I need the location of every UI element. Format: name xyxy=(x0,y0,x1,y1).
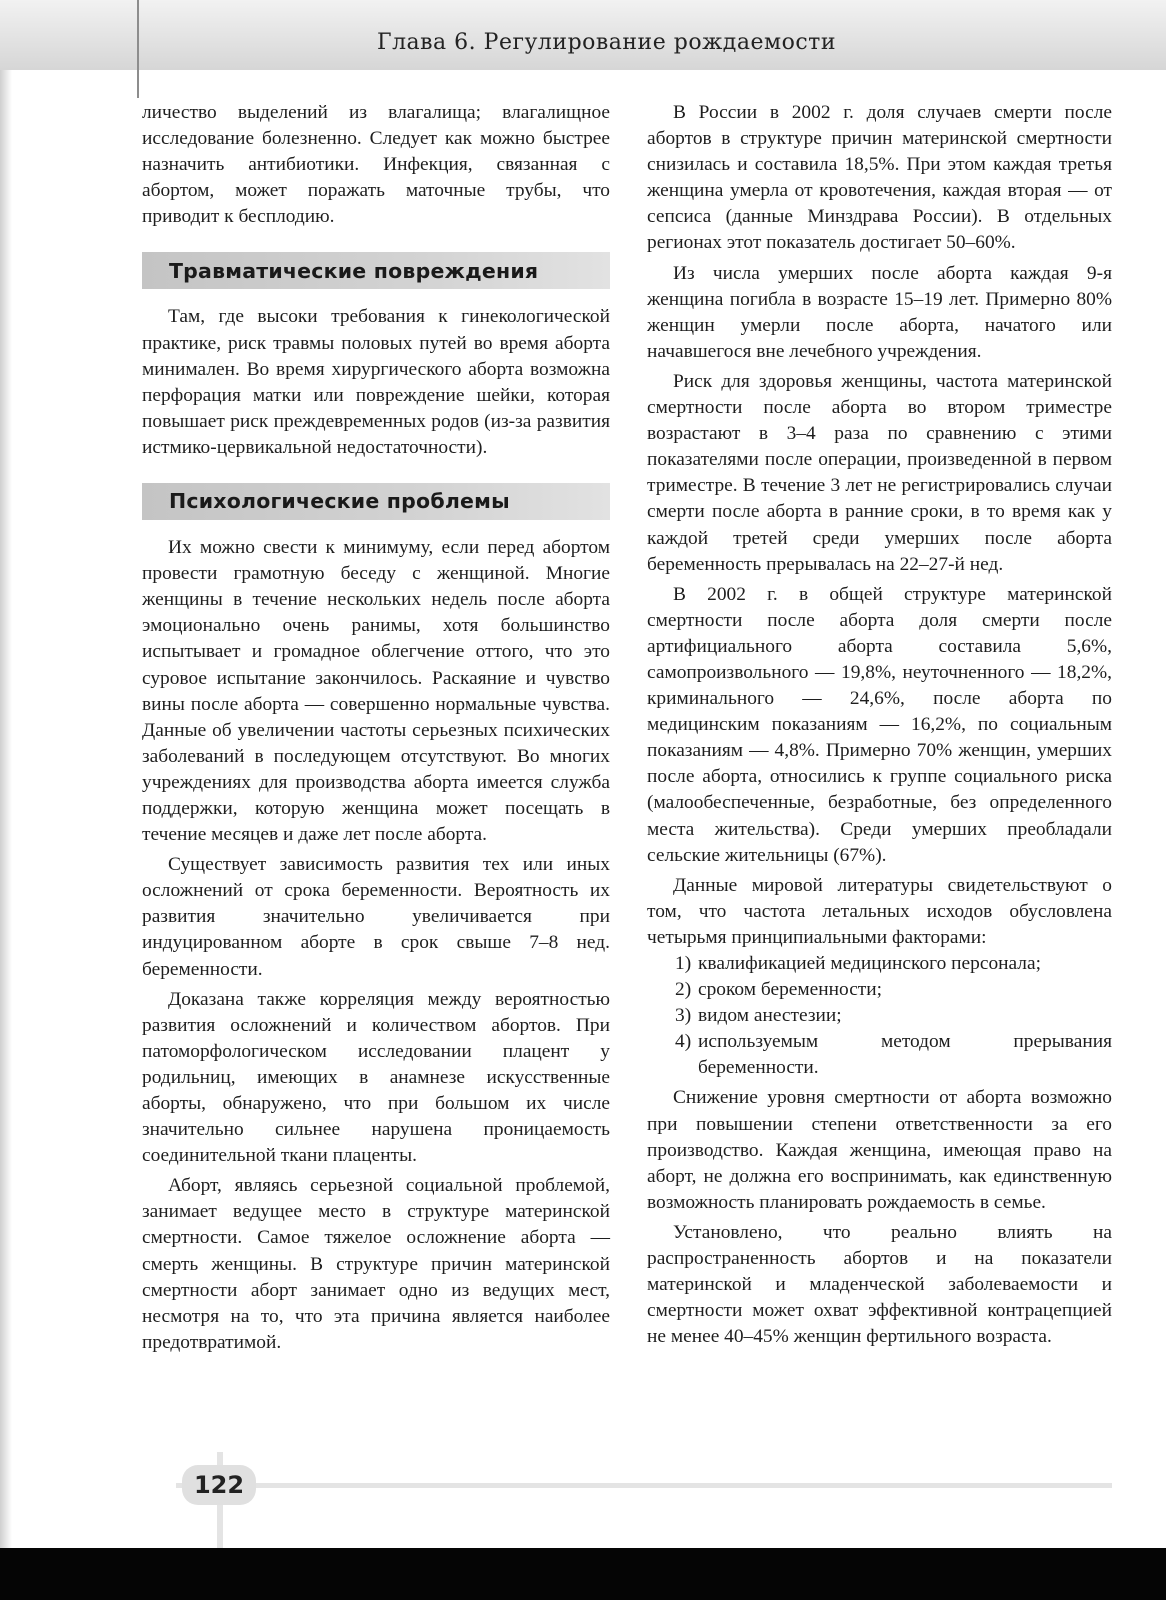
section-heading-bar xyxy=(142,252,610,289)
paragraph: Аборт, являясь серьезной социальной проблемой, занимает ведущее место в структуре материнской смертности. Самое тяжелое осложнение аборта — смерть женщины. В структуре причин материнской смертности аборт занимает одно из ведущих мест, несмотря на то, что эта причина является наиболее предотвратимой. xyxy=(142,1175,610,1353)
chapter-title: Глава 6. Регулирование рождаемости xyxy=(377,30,836,55)
list-number: 3) xyxy=(675,1005,692,1027)
left-column xyxy=(142,100,610,1356)
factor-list xyxy=(647,951,1112,1081)
list-item-text: сроком беременности; xyxy=(698,979,883,1001)
list-number: 1) xyxy=(675,953,692,974)
page-number: 122 xyxy=(182,1465,256,1505)
header-rule xyxy=(137,0,139,98)
paragraph: Их можно свести к минимуму, если перед абортом провести грамотную беседу с женщиной. Многие женщины в течение нескольких недель после аборта эмоционально очень ранимы, хотя большинство испытывает и громадное облегчение оттого, что это суровое испытание закончилось. Раскаяние и чувство вины после аборта — совершенно нормальные чувства. Данные об увеличении частоты серьезных психических заболеваний в последующем отсутствуют. Во многих учреждениях для производства аборта имеется служба поддержки, которую женщина может посещать в течение месяцев и даже лет после аборта. xyxy=(142,537,610,846)
list-number: 2) xyxy=(675,979,692,1001)
paragraph: личество выделений из влагалища; влагалищное исследование болезненно. Следует как можно быстрее назначить антибиотики. Инфекция, связанная с абортом, может поражать маточные трубы, что приводит к бесплодию. xyxy=(142,102,610,228)
paragraph: Существует зависимость развития тех или иных осложнений от срока беременности. Вероятность их развития значительно увеличивается при индуцированном аборте в срок свыше 7–8 нед. беременности. xyxy=(142,854,610,980)
list-item-text: используемым методом прерывания беременности. xyxy=(698,1031,1112,1079)
paragraph: В России в 2002 г. доля случаев смерти после абортов в структуре причин материнской смертности снизилась и составила 18,5%. При этом каждая третья женщина умерла от кровотечения, каждая вторая — от сепсиса (данные Минздрава России). В отдельных регионах этот показатель достигает 50–60%. xyxy=(647,102,1112,254)
paragraph: Там, где высоки требования к гинекологической практике, риск травмы половых путей во время аборта минимален. Во время хирургического аборта возможна перфорация матки или повреждение шейки, которая повышает риск преждевременных родов (из-за развития истмико-цервикальной недостаточности). xyxy=(142,306,610,458)
paragraph: Снижение уровня смертности от аборта возможно при повышении степени ответственности за его производство. Каждая женщина, имеющая право на аборт, не должна его воспринимать, как единственную возможность планировать рождаемость в семье. xyxy=(647,1087,1112,1213)
running-header xyxy=(0,0,1166,70)
paragraph: Установлено, что реально влиять на распространенность абортов и на показатели материнской и младенческой заболеваемости и смертности может охват эффективной контрацепцией не менее 40–45% женщин фертильного возраста. xyxy=(647,1221,1112,1348)
list-item-text: квалификацией медицинского персонала; xyxy=(698,953,1041,974)
section-heading: Психологические проблемы xyxy=(169,489,510,514)
paragraph: Данные мировой литературы свидетельствуют о том, что частота летальных исходов обусловлена четырьмя принципиальными факторами: xyxy=(647,874,1112,948)
paragraph: В 2002 г. в общей структуре материнской смертности после аборта доля смерти после артифициального аборта составила 5,6%, самопроизвольного — 19,8%, неуточненного — 18,2%, криминального — 24,6%, после аборта по медицинским показаниям — 16,2%, по социальным показаниям — 4,8%. Примерно 70% женщин, умерших после аборта, относились к группе социального риска (малообеспеченные, безработные, без определенного места жительства). Среди умерших преобладали сельские жительницы (67%). xyxy=(647,583,1112,866)
list-item-text: видом анестезии; xyxy=(698,1005,842,1027)
footer-rule xyxy=(176,1483,1112,1488)
list-number: 4) xyxy=(675,1031,692,1053)
right-column xyxy=(647,100,1112,1350)
paragraph: Риск для здоровья женщины, частота материнской смертности после аборта во втором триместре возрастают в 3–4 раза по сравнению с этими показателями после операции, произведенной в первом триместре. В течение 3 лет не регистрировались случаи смерти после аборта в ранние сроки, в то время как у каждой третей среди умерших после аборта беременность прерывалась на 22–27-й нед. xyxy=(647,370,1112,575)
list-item xyxy=(647,977,1112,1003)
page-edge-shadow xyxy=(0,70,12,1550)
list-item xyxy=(647,1029,1112,1081)
scan-border xyxy=(0,1548,1166,1600)
paragraph: Из числа умерших после аборта каждая 9-я женщина погибла в возрасте 15–19 лет. Примерно 80% женщин умерли после аборта, начатого или начавшегося вне лечебного учреждения. xyxy=(647,262,1112,362)
section-heading: Травматические повреждения xyxy=(169,258,539,283)
section-heading-bar xyxy=(142,483,610,520)
list-item xyxy=(647,951,1112,977)
list-item xyxy=(647,1003,1112,1029)
paragraph: Доказана также корреляция между вероятностью развития осложнений и количеством абортов. При патоморфологическом исследовании плацент у родильниц, имеющих в анамнезе искусственные аборты, обнаружено, что при большом их числе значительно сильнее нарушена проницаемость соединительной ткани плаценты. xyxy=(142,988,610,1167)
